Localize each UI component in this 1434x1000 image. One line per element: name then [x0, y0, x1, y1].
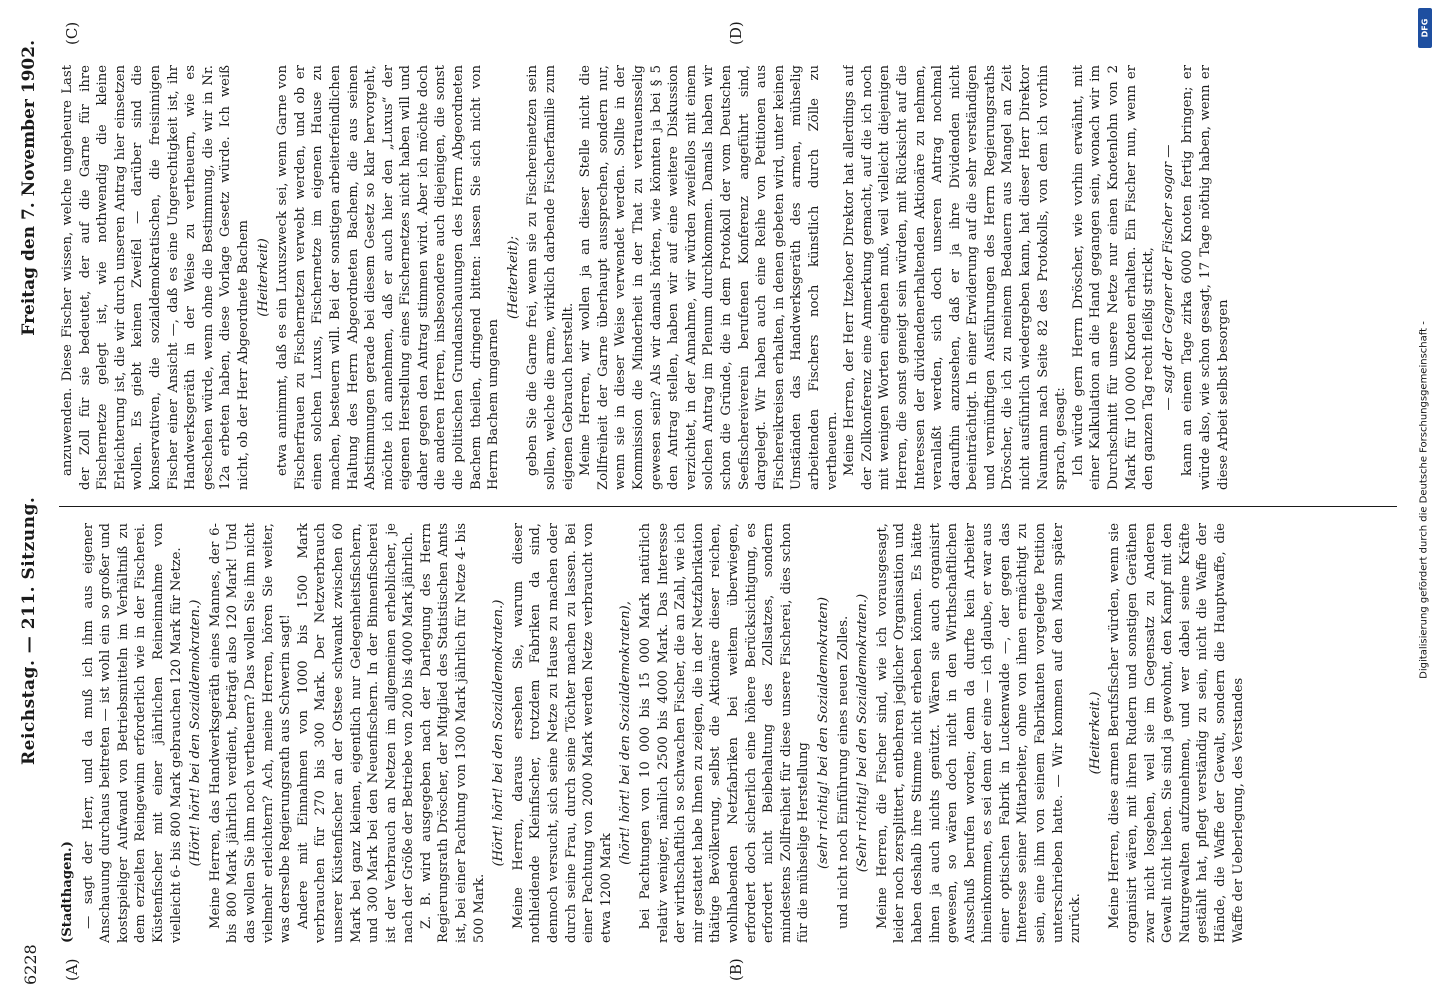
paragraph: bei Pachtungen von 10 000 bis 15 000 Mark natürlich relativ weniger, nämlich 2500 bis 4000 Mark. Das Interesse der wirthschaftlich so schwachen Fischer, die an Zahl, wie ich mir gestattet habe Ihnen zu zeigen, die in der Netzfabrikation thätige Bevölkerung, selbst die Aktionäre dieser reichen, wohlhabenden Netzfabriken bei weitem überwiegen, erfordert doch sicherlich eine höhere Berücksichtigung, es erfordert nicht Beibehaltung des Zollsatzes, sondern mindestens Zollfreiheit für diese unsere Fischerei, dies schon für die mühselige Herstellung [638, 523, 812, 943]
interjection: (Heiterkeit.) [1087, 691, 1103, 775]
interjection: — sagt der Gegner der Fischer sogar — [1160, 144, 1176, 411]
quote-paragraph: Ich würde gern Herrn Dröscher, wie vorhin erwähnt, mit einer Kalkulation an die Hand gegangen sein, wonach wir im Durchschnitt für unsere Netze nur einen Knotenlohn von 2 Mark für 100 000 Knoten erhalten. Ein Fischer nun, wenn er den ganzen Tag recht fleißig strickt, [1070, 65, 1157, 490]
margin-marker-a: (A) [63, 958, 81, 981]
paragraph: Meine Herren, diese armen Berufsfischer würden, wenn sie organisirt wären, mit ihren Rudern und sonstigen Geräthen zwar nicht losgehen, weil sie im Gegensatz zu Anderen Gewalt nicht lieben. Sie sind ja gewohnt, den Kampf mit den Naturgewalten aufzunehmen, und wer dabei seine Kräfte gestählt hat, pflegt verständig zu sein, nicht die Waffe der Hände, die Waffe der Gewalt, sondern die Hauptwaffe, die Waffe der Ueberlegung, des Verstandes [1107, 523, 1246, 943]
margin-marker-c: (C) [63, 21, 81, 45]
interjection: (Heiterkeit) [255, 238, 271, 317]
margin-marker-d: (D) [727, 21, 745, 45]
paragraph: Meine Herren, die Fischer sind, wie ich vorausgesagt, leider noch zersplittert, entbehren jeglicher Organisation und haben deshalb ihre Stimme nicht erheben können. Es hätte ihnen ja auch nichts genützt. Wären sie auch organisirt gewesen, so wären doch nicht in den Wirthschaftlichen Ausschuß berufen worden; denn da durfte kein Arbeiter hineinkommen, es sei denn der eine — ich glaube, er war aus einer optischen Fabrik in Luckenwalde —, der gegen das Interesse seiner Mitarbeiter, ohne von ihnen ermächtigt zu sein, eine ihm von seinem Fabrikanten vorgelegte Petition unterschrieben hatte. — Wir kommen auf den Mann später zurück. [874, 523, 1084, 943]
interjection: (Sehr richtig! bei den Sozialdemokraten.) [855, 593, 871, 873]
digitization-note: Digitalisierung gefördert durch die Deutsche Forschungsgemeinschaft - [1418, 321, 1430, 679]
quote-paragraph: kann an einem Tage zirka 6000 Knoten fertig bringen; er würde also, wie schon gesagt, 17 Tage nöthig haben, wenn er diese Arbeit selbst besorgen [1180, 65, 1231, 490]
paragraph: Meine Herren, wir wollen ja an dieser Stelle nicht die Zollfreiheit der Garne überhaupt aussprechen, sondern nur, wenn sie in dieser Weise verwendet werden. Sollte in der Kommission die Minderheit in der That zu vertrauensselig gewesen sein? Als wir damals hörten, wie könnten ja bei § 5 den Antrag stellen, haben wir auf eine weitere Diskussion verzichtet, in der Annahme, wir würden zweifellos mit einem solchen Antrag im Plenum durchkommen. Damals haben wir schon die Gründe, die in dem Protokoll der vom Deutschen Seefischereiverein berufenen Konferenz angeführt sind, dargelegt. Wir haben auch eine Reihe von Petitionen aus Fischereikreisen erhalten, in denen gebeten wird, unter keinen Umständen das Handwerksgeräth des armen, mühselig arbeitenden Fischers noch künstlich durch Zölle zu vertheuern. [578, 65, 840, 490]
paragraph: geben Sie die Garne frei, wenn sie zu Fischereinetzen sein sollen, welche die arme, wirklich darbende Fischerfamilie zum eigenen Gebrauch herstellt. [525, 65, 576, 490]
interjection: (Heiterkeit); [505, 236, 521, 319]
paragraph: Meine Herren, der Herr Itzehoer Direktor hat allerdings auf der Zollkonferenz eine Anmerkung gemacht, auf die ich noch mit wenigen Worten eingehen muß, weil vielleicht diejenigen Herren, die sonst geneigt sein würden, mit Rücksicht auf die Interessen der dividendenerhaltenden Aktionäre zu nehmen, veranlaßt werden, sich doch unseren Antrag nochmal daraufhin anzusehen, daß er ja ihre Dividenden nicht beeinträchtigt. In einer Erwiderung auf die sehr verständigen und vernünftigen Ausführungen des Herrn Regierungsraths Dröscher, die ich zu meinem Bedauern aus Mangel an Zeit nicht ausführlich wiedergeben kann, hat dieser Herr Direktor Naumann nach Seite 82 des Protokolls, von dem ich vorhin sprach, gesagt: [842, 65, 1069, 490]
right-column [59, 65, 1399, 490]
digitization-footer [1410, 0, 1434, 1000]
dfg-logo-icon [1418, 8, 1432, 48]
session-title: Reichstag. — 211. Sitzung. [19, 496, 39, 765]
session-date: Freitag den 7. November 1902. [19, 40, 39, 336]
interjection: (Hört! hört! bei den Sozialdemokraten.) [188, 599, 204, 867]
paragraph: Andere mit Einnahmen von 1000 bis 1500 Mark verbrauchen für 270 bis 300 Mark. Der Netzverbrauch unserer Küstenfischer an der Ostsee schwankt zwischen 60 Mark bei ganz kleinen, eigentlich nur Gelegenheitsfischern, und 300 Mark bei den Neuenfischern. In der Binnenfischerei ist der Verbrauch an Netzen im allgemeinen erheblicher, je nach der Größe der Betriebe von 200 bis 4000 Mark jährlich. [295, 523, 417, 943]
interjection: (sehr richtig! bei den Sozialdemokraten) [815, 597, 831, 869]
paragraph: etwa annimmt, daß es ein Luxuszweck sei, wenn Garne von Fischerfrauen zu Fischernetzen verwebt werden, und ob er einen solchen Luxus, Fischernetze im eigenen Hause zu machen, besteuern will. Bei der sonstigen arbeiterfeindlichen Haltung des Herrn Abgeordneten Bachem, die aus seinen Abstimmungen gerade bei diesem Gesetz so klar hervorgeht, möchte ich annehmen, daß er auch hier den „Luxus“ der eigenen Herstellung eines Fischernetzes nicht haben will und daher gegen den Antrag stimmen wird. Aber ich möchte doch die anderen Herren, insbesondere auch diejenigen, die sonst die politischen Grundanschauungen des Herrn Abgeordneten Bachem theilen, dringend bitten: lassen Sie sich nicht von Herrn Bachem umgarnen [275, 65, 502, 490]
left-column [59, 523, 1399, 943]
dfg-logo-text: DFG [1420, 18, 1430, 38]
paragraph: Meine Herren, daraus ersehen Sie, warum dieser nothleidende Kleinfischer, trotzdem Fabriken da sind, dennoch versucht, sich seine Netze zu Hause zu machen oder durch seine Frau, durch seine Töchter machen zu lassen. Bei einer Pachtung von 2000 Mark werden Netze verbraucht von etwa 1200 Mark [510, 523, 614, 943]
paragraph: und nicht noch Einführung eines neuen Zolles. [835, 615, 851, 929]
paragraph: anzuwenden. Diese Fischer wissen, welche ungeheure Last der Zoll für sie bedeutet, der auf die Garne für ihre Fischernetze gelegt ist, wie nothwendig die kleine Erleichterung ist, die wir durch unseren Antrag hier einsetzen wollen. Es giebt keinen Zweifel — darüber sind die konservativen, die sozialdemokratischen, die freisinnigen Fischer einer Ansicht —, daß es eine Ungerechtigkeit ist, ihr Handwerksgeräth in der Weise zu vertheuern, wie es geschehen würde, wenn ohne die Bestimmung, die wir in Nr. 12a erbeten haben, diese Vorlage Gesetz würde. Ich weiß nicht, ob der Herr Abgeordnete Bachem [60, 65, 251, 490]
paragraph: — sagt der Herr, und da muß ich ihm aus eigener Anschauung durchaus beitreten — ist wohl ein so großer und kostspieliger Aufwand von Betriebsmitteln im Verhältniß zu dem erzielten Reingewinn erforderlich wie in der Fischerei. Küstenfischer mit einer jährlichen Reineinnahme von vielleicht 6- bis 800 Mark gebrauchen 120 Mark für Netze. [80, 523, 184, 943]
page-number: 6228 [21, 944, 40, 985]
document-sheet [0, 5, 1407, 995]
interjection: (Hört! hört! bei den Sozialdemokraten.) [491, 599, 507, 867]
column-divider [59, 506, 1397, 507]
margin-marker-b: (B) [727, 958, 745, 981]
interjection: (hört! hört! bei den Sozialdemokraten), [618, 601, 634, 865]
paragraph: Z. B. wird ausgegeben nach der Darlegung des Herrn Regierungsrath Dröscher, der Mitglied des Statistischen Amts ist, bei einer Pachtung von 1300 Mark jährlich für Netze 4- bis 500 Mark. [418, 523, 487, 943]
page-header [17, 15, 47, 985]
paragraph: Meine Herren, das Handwerksgeräth eines Mannes, der 6- bis 800 Mark jährlich verdient, beträgt also 120 Mark! Und das wollen Sie ihm noch vertheuern? Das wollen Sie ihm nicht vielmehr erleichtern? Ach, meine Herren, hören Sie weiter, was derselbe Regierungsrath aus Schwerin sagt! [207, 523, 294, 943]
speaker-label: (Stadthagen.) [60, 841, 75, 943]
